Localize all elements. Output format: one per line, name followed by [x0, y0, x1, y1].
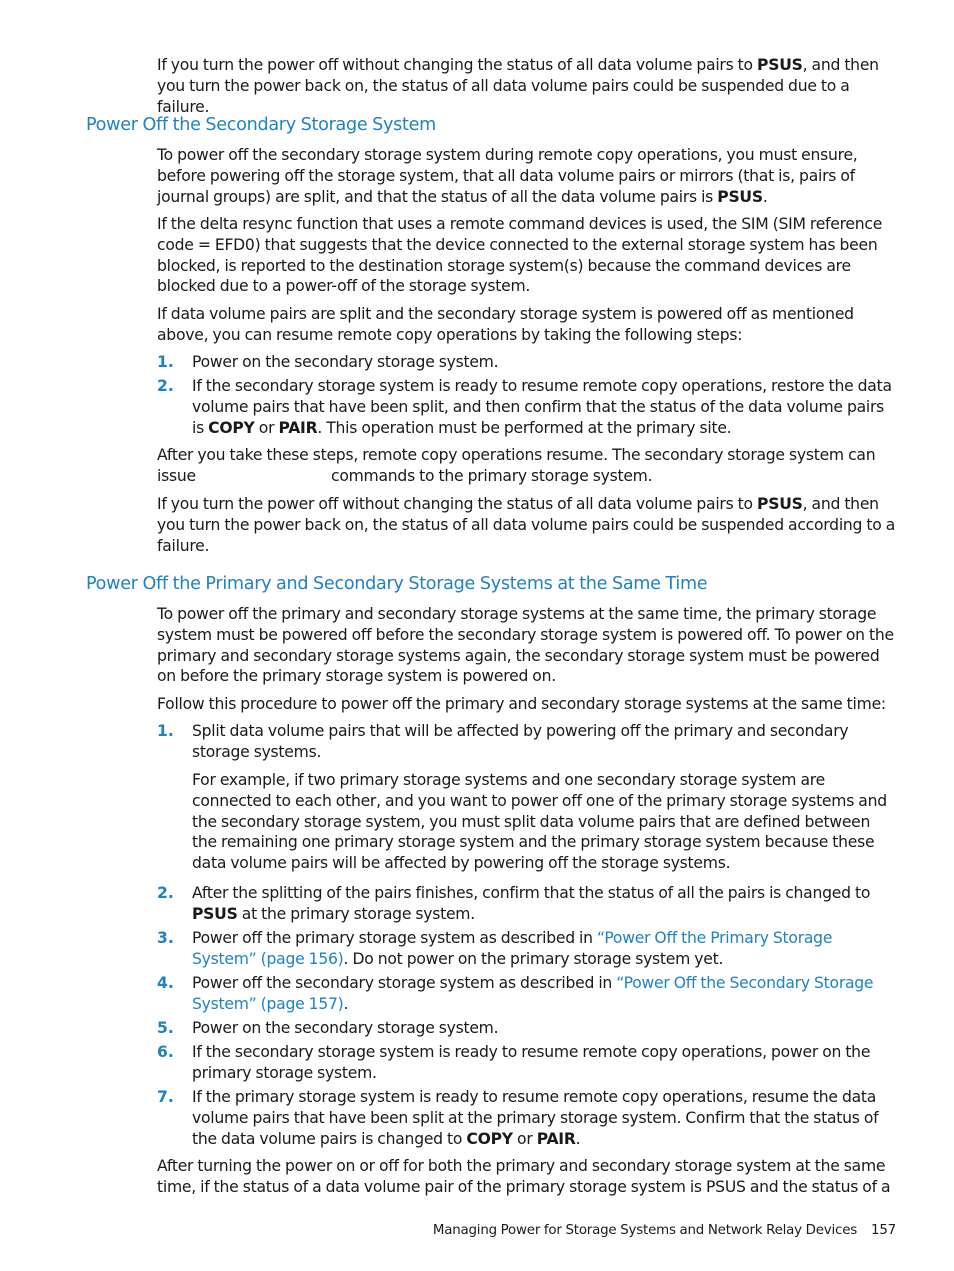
- list-number: 7.: [157, 1088, 174, 1106]
- section-heading-secondary: Power Off the Secondary Storage System: [86, 115, 436, 135]
- list-text: Power on the secondary storage system.: [192, 1019, 499, 1037]
- list-number: 1.: [157, 353, 174, 371]
- list-text: Split data volume pairs that will be affected by powering off the primary and secondary storage systems.: [192, 722, 849, 761]
- paragraph-follow-procedure: Follow this procedure to power off the primary and secondary storage systems at the same time:: [157, 695, 886, 713]
- list-text: Power off the primary storage system as described in “Power Off the Primary Storage System” (page 156). Do not power on the primary storage system yet.: [192, 929, 833, 968]
- paragraph-secondary-intro: To power off the secondary storage system during remote copy operations, you must ensure, before powering off the storage system, that all data volume pairs or mirrors (that is, pairs of journal groups) are split, and that the status of all the data volume pairs is PSUS.: [157, 146, 858, 206]
- paragraph-after-power: After turning the power on or off for both the primary and secondary storage system at the same time, if the status of a data volume pair of the primary storage system is PSUS and the status of a: [157, 1157, 891, 1196]
- list-number: 3.: [157, 929, 174, 947]
- list-number: 2.: [157, 377, 174, 395]
- paragraph-resume-steps: If data volume pairs are split and the secondary storage system is powered off as mentioned above, you can resume remote copy operations by taking the following steps:: [157, 305, 854, 344]
- page-number: 157: [871, 1223, 896, 1238]
- list-text: If the secondary storage system is ready to resume remote copy operations, restore the data volume pairs that have been split, and then confirm that the status of the data volume pairs is COPY or PAIR. This operation must be performed at the primary site.: [192, 377, 892, 437]
- list-text: If the secondary storage system is ready to resume remote copy operations, power on the primary storage system.: [192, 1043, 871, 1082]
- list-number: 1.: [157, 722, 174, 740]
- intro-paragraph: If you turn the power off without changing the status of all data volume pairs to PSUS, and then you turn the power back on, the status of all data volume pairs could be suspended due to a failure.: [157, 56, 879, 116]
- list-number: 2.: [157, 884, 174, 902]
- paragraph-delta-resync: If the delta resync function that uses a remote command devices is used, the SIM (SIM reference code = EFD0) that suggests that the device connected to the external storage system has been blocked, is reported to the destination storage system(s) because the command devices are blocked due to a power-off of the storage system.: [157, 215, 883, 296]
- list-text: Power off the secondary storage system as described in “Power Off the Secondary Storage System” (page 157).: [192, 974, 874, 1013]
- list-text: Power on the secondary storage system.: [192, 353, 499, 371]
- link-power-off-primary[interactable]: “Power Off the Primary Storage System” (page 156): [192, 929, 833, 968]
- link-power-off-secondary[interactable]: “Power Off the Secondary Storage System” (page 157): [192, 974, 874, 1013]
- list-text: After the splitting of the pairs finishes, confirm that the status of all the pairs is changed to PSUS at the primary storage system.: [192, 884, 871, 923]
- list-subtext: For example, if two primary storage systems and one secondary storage system are connected to each other, and you want to power off one of the primary storage systems and the secondary storage system, you must split data volume pairs that are defined between the remaining one primary storage system and the primary storage system because these data volume pairs will be affected by powering off the storage systems.: [192, 771, 887, 873]
- footer-title: Managing Power for Storage Systems and Network Relay Devices: [432, 1223, 858, 1238]
- list-number: 5.: [157, 1019, 174, 1037]
- paragraph-after-steps-line1: After you take these steps, remote copy operations resume. The secondary storage system can issue: [157, 446, 876, 485]
- list-number: 6.: [157, 1043, 174, 1061]
- list-number: 4.: [157, 974, 174, 992]
- paragraph-after-steps-line2: commands to the primary storage system.: [331, 467, 653, 485]
- page-footer: [300, 1222, 896, 1240]
- paragraph-power-warning: If you turn the power off without changing the status of all data volume pairs to PSUS, and then you turn the power back on, the status of all data volume pairs could be suspended according to a failure.: [157, 495, 896, 555]
- list-text: If the primary storage system is ready to resume remote copy operations, resume the data volume pairs that have been split at the primary storage system. Confirm that the status of the data volume pairs is changed to COPY or PAIR.: [192, 1088, 879, 1148]
- section-heading-same-time: Power Off the Primary and Secondary Storage Systems at the Same Time: [86, 574, 708, 594]
- paragraph-same-time-intro: To power off the primary and secondary storage systems at the same time, the primary storage system must be powered off before the secondary storage system is powered off. To power on the primary and secondary storage systems again, the secondary storage system must be powered on before the primary storage system is powered on.: [157, 605, 894, 686]
